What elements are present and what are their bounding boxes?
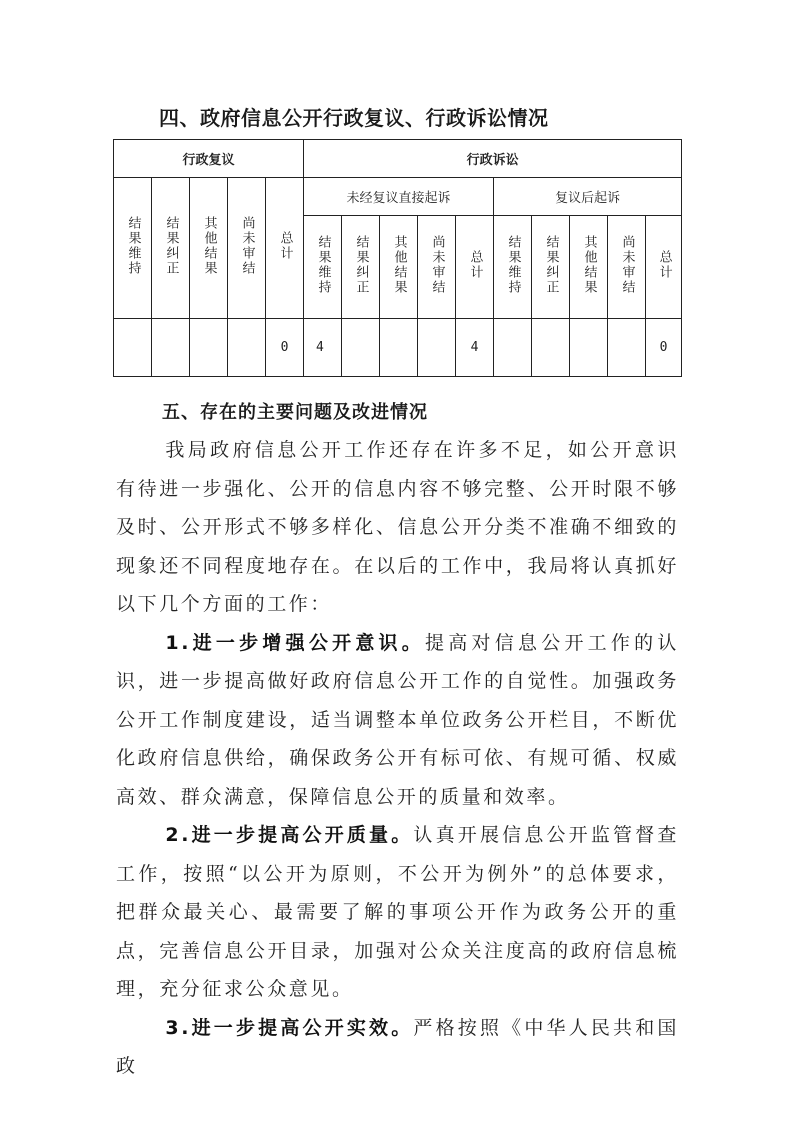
col-direct-corrected: 结果纠正 bbox=[342, 216, 380, 319]
cell-review-maintain bbox=[114, 319, 152, 377]
item-1-paragraph bbox=[116, 624, 679, 817]
col-direct-other: 其他结果 bbox=[380, 216, 418, 319]
section-5-body bbox=[116, 431, 679, 1086]
cell-direct-maintain: 4 bbox=[304, 319, 342, 377]
header-admin-litigation: 行政诉讼 bbox=[304, 140, 682, 178]
header-after-review: 复议后起诉 bbox=[494, 178, 682, 216]
item-2-text: 认真开展信息公开监管督查工作，按照“以公开为原则，不公开为例外”的总体要求，把群众最关心、最需要了解的事项公开作为政务公开的重点，完善信息公开目录，加强对公众关注度高的政府信息梳理，充分征求公众意见。 bbox=[116, 824, 680, 1000]
col-review-total: 总计 bbox=[266, 178, 304, 319]
col-after-other: 其他结果 bbox=[570, 216, 608, 319]
item-1-text: 提高对信息公开工作的认识，进一步提高做好政府信息公开工作的自觉性。加强政务公开工作制度建设，适当调整本单位政务公开栏目，不断优化政府信息供给，确保政务公开有标可依、有规可循、权威高效、群众满意，保障信息公开的质量和效率。 bbox=[116, 631, 679, 808]
col-after-total: 总计 bbox=[646, 216, 682, 319]
col-after-corrected: 结果纠正 bbox=[532, 216, 570, 319]
cell-after-maintain bbox=[494, 319, 532, 377]
section-5-heading: 五、存在的主要问题及改进情况 bbox=[162, 402, 428, 423]
item-3-text: 严格按照《中华人民共和国政 bbox=[116, 1016, 680, 1077]
item-2-paragraph bbox=[116, 816, 679, 1009]
item-2-heading: 2.进一步提高公开质量。 bbox=[165, 824, 414, 846]
col-review-maintain: 结果维持 bbox=[114, 178, 152, 319]
cell-after-total: 0 bbox=[646, 319, 682, 377]
item-3-heading: 3.进一步提高公开实效。 bbox=[165, 1016, 414, 1039]
cell-direct-pending bbox=[418, 319, 456, 377]
col-direct-maintain: 结果维持 bbox=[304, 216, 342, 319]
cell-after-pending bbox=[608, 319, 646, 377]
review-litigation-table bbox=[113, 139, 682, 377]
col-review-other: 其他结果 bbox=[190, 178, 228, 319]
section-4-heading: 四、政府信息公开行政复议、行政诉讼情况 bbox=[159, 106, 549, 130]
cell-direct-corrected bbox=[342, 319, 380, 377]
col-review-corrected: 结果纠正 bbox=[152, 178, 190, 319]
col-review-pending: 尚未审结 bbox=[228, 178, 266, 319]
item-3-paragraph bbox=[116, 1009, 679, 1086]
header-direct-suit: 未经复议直接起诉 bbox=[304, 178, 494, 216]
item-1-heading: 1.进一步增强公开意识。 bbox=[165, 631, 426, 654]
col-after-maintain: 结果维持 bbox=[494, 216, 532, 319]
cell-review-total: 0 bbox=[266, 319, 304, 377]
cell-direct-other bbox=[380, 319, 418, 377]
cell-review-pending bbox=[228, 319, 266, 377]
cell-direct-total: 4 bbox=[456, 319, 494, 377]
col-after-pending: 尚未审结 bbox=[608, 216, 646, 319]
intro-paragraph: 我局政府信息公开工作还存在许多不足，如公开意识有待进一步强化、公开的信息内容不够完整、公开时限不够及时、公开形式不够多样化、信息公开分类不准确不细致的现象还不同程度地存在。在以后的工作中，我局将认真抓好以下几个方面的工作： bbox=[116, 439, 679, 615]
header-admin-review: 行政复议 bbox=[114, 140, 304, 178]
col-direct-total: 总计 bbox=[456, 216, 494, 319]
cell-review-other bbox=[190, 319, 228, 377]
cell-after-other bbox=[570, 319, 608, 377]
col-direct-pending: 尚未审结 bbox=[418, 216, 456, 319]
cell-after-corrected bbox=[532, 319, 570, 377]
cell-review-corrected bbox=[152, 319, 190, 377]
